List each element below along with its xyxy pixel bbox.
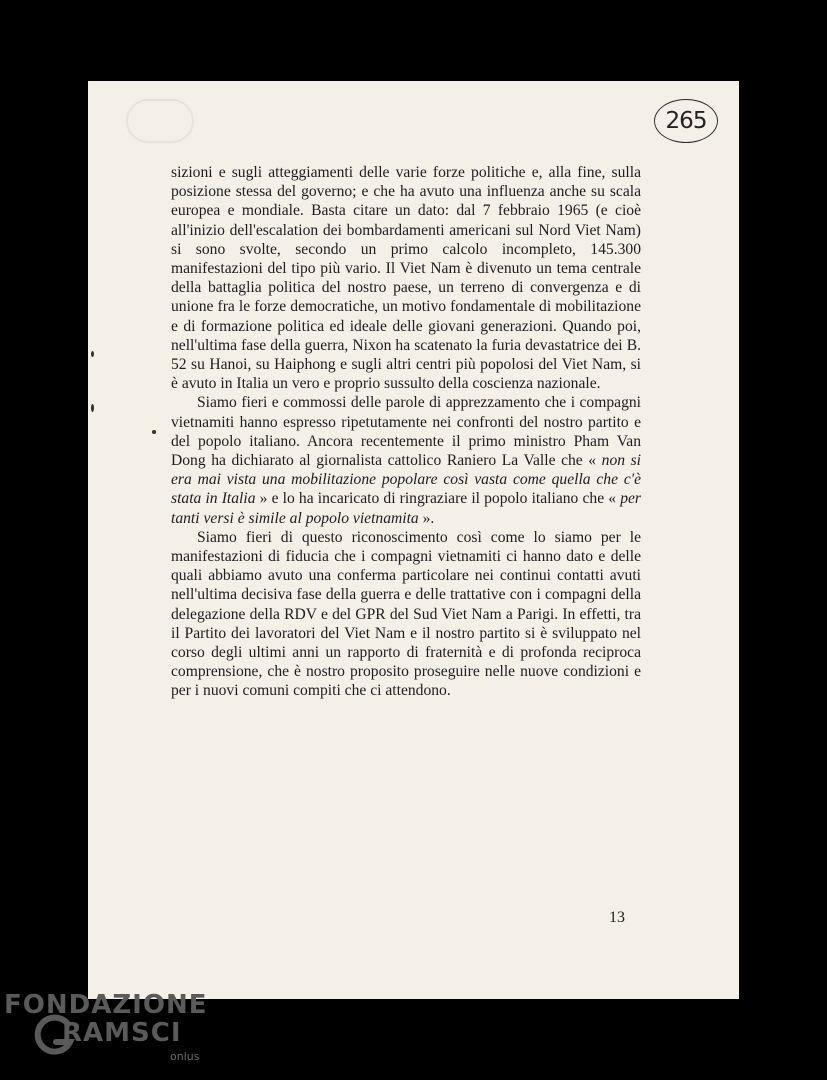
body-text [171, 163, 641, 701]
page-number: 13 [609, 909, 625, 926]
paragraph-text: » e lo ha incaricato di ringraziare il popolo italiano che « [255, 490, 621, 508]
quotation-text: per tanti versi è simile al popolo vietnamita [171, 490, 641, 527]
quotation-text: non si era mai vista una mobilitazione popolare così vasta come quella che c'è stata in Italia [171, 452, 641, 508]
paragraph-text: sizioni e sugli atteggiamenti delle varie forze politiche e, alla fine, sulla posizione stessa del governo; e che ha avuto una influenza anche su scala europea e mondiale. Basta citare un dato: dal 7 febbraio 1965 (e cioè all'inizio dell'escalation dei bombardamenti americani sul Nord Viet Nam) si sono svolte, secondo un primo calcolo incompleto, 145.300 manifestazioni del tipo più vario. Il Viet Nam è divenuto un tema centrale della battaglia politica del nostro paese, un terreno di convergenza e di unione fra le forze democratiche, un motivo fondamentale di mobilitazione e di formazione politica ed ideale delle giovani generazioni. Quando poi, nell'ultima fase della guerra, Nixon ha scatenato la furia devastatrice dei B. 52 su Hanoi, su Haiphong e sugli altri centri più popolosi del Viet Nam, si è avuto in Italia un vero e proprio sussulto della coscienza nazionale. [171, 164, 641, 393]
paragraph-text: Siamo fieri e commossi delle parole di apprezzamento che i compagni vietnamiti hanno espresso ripetutamente nei confronti del nostro partito e del popolo italiano. Ancora recentemente il primo ministro Pham Van Dong ha dichiarato al giornalista cattolico Raniero La Valle che « [171, 394, 641, 470]
margin-speck [91, 351, 94, 357]
paragraph [171, 528, 641, 701]
archive-number-stamp [654, 99, 718, 143]
margin-speck [91, 404, 94, 412]
watermark-subtitle: onlus [170, 1050, 200, 1063]
paragraph [171, 393, 641, 527]
faded-stamp-mark [126, 99, 194, 143]
archive-number: 265 [665, 108, 707, 134]
watermark-line-2: RAMSCI [62, 1018, 182, 1048]
paragraph-text: ». [418, 509, 435, 527]
watermark-line-1: FONDAZIONE [4, 990, 208, 1020]
scanned-page [88, 81, 739, 999]
margin-speck [152, 430, 156, 434]
paragraph [171, 163, 641, 393]
paragraph-text: Siamo fieri di questo riconoscimento così come lo siamo per le manifestazioni di fiducia che i compagni vietnamiti ci hanno dato e delle quali abbiamo avuto una conferma particolare nei continui contatti avuti nell'ultima decisiva fase della guerra e delle trattative con i compagni della delegazione della RDV e del GPR del Sud Viet Nam a Parigi. In effetti, tra il Partito dei lavoratori del Viet Nam e il nostro partito si è sviluppato nel corso degli ultimi anni un rapporto di fraternità e di profonda reciproca comprensione, che è nostro proposito proseguire nelle nuove condizioni e per i nuovi comuni compiti che ci attendono. [171, 528, 641, 700]
fondazione-gramsci-watermark [4, 990, 214, 1070]
